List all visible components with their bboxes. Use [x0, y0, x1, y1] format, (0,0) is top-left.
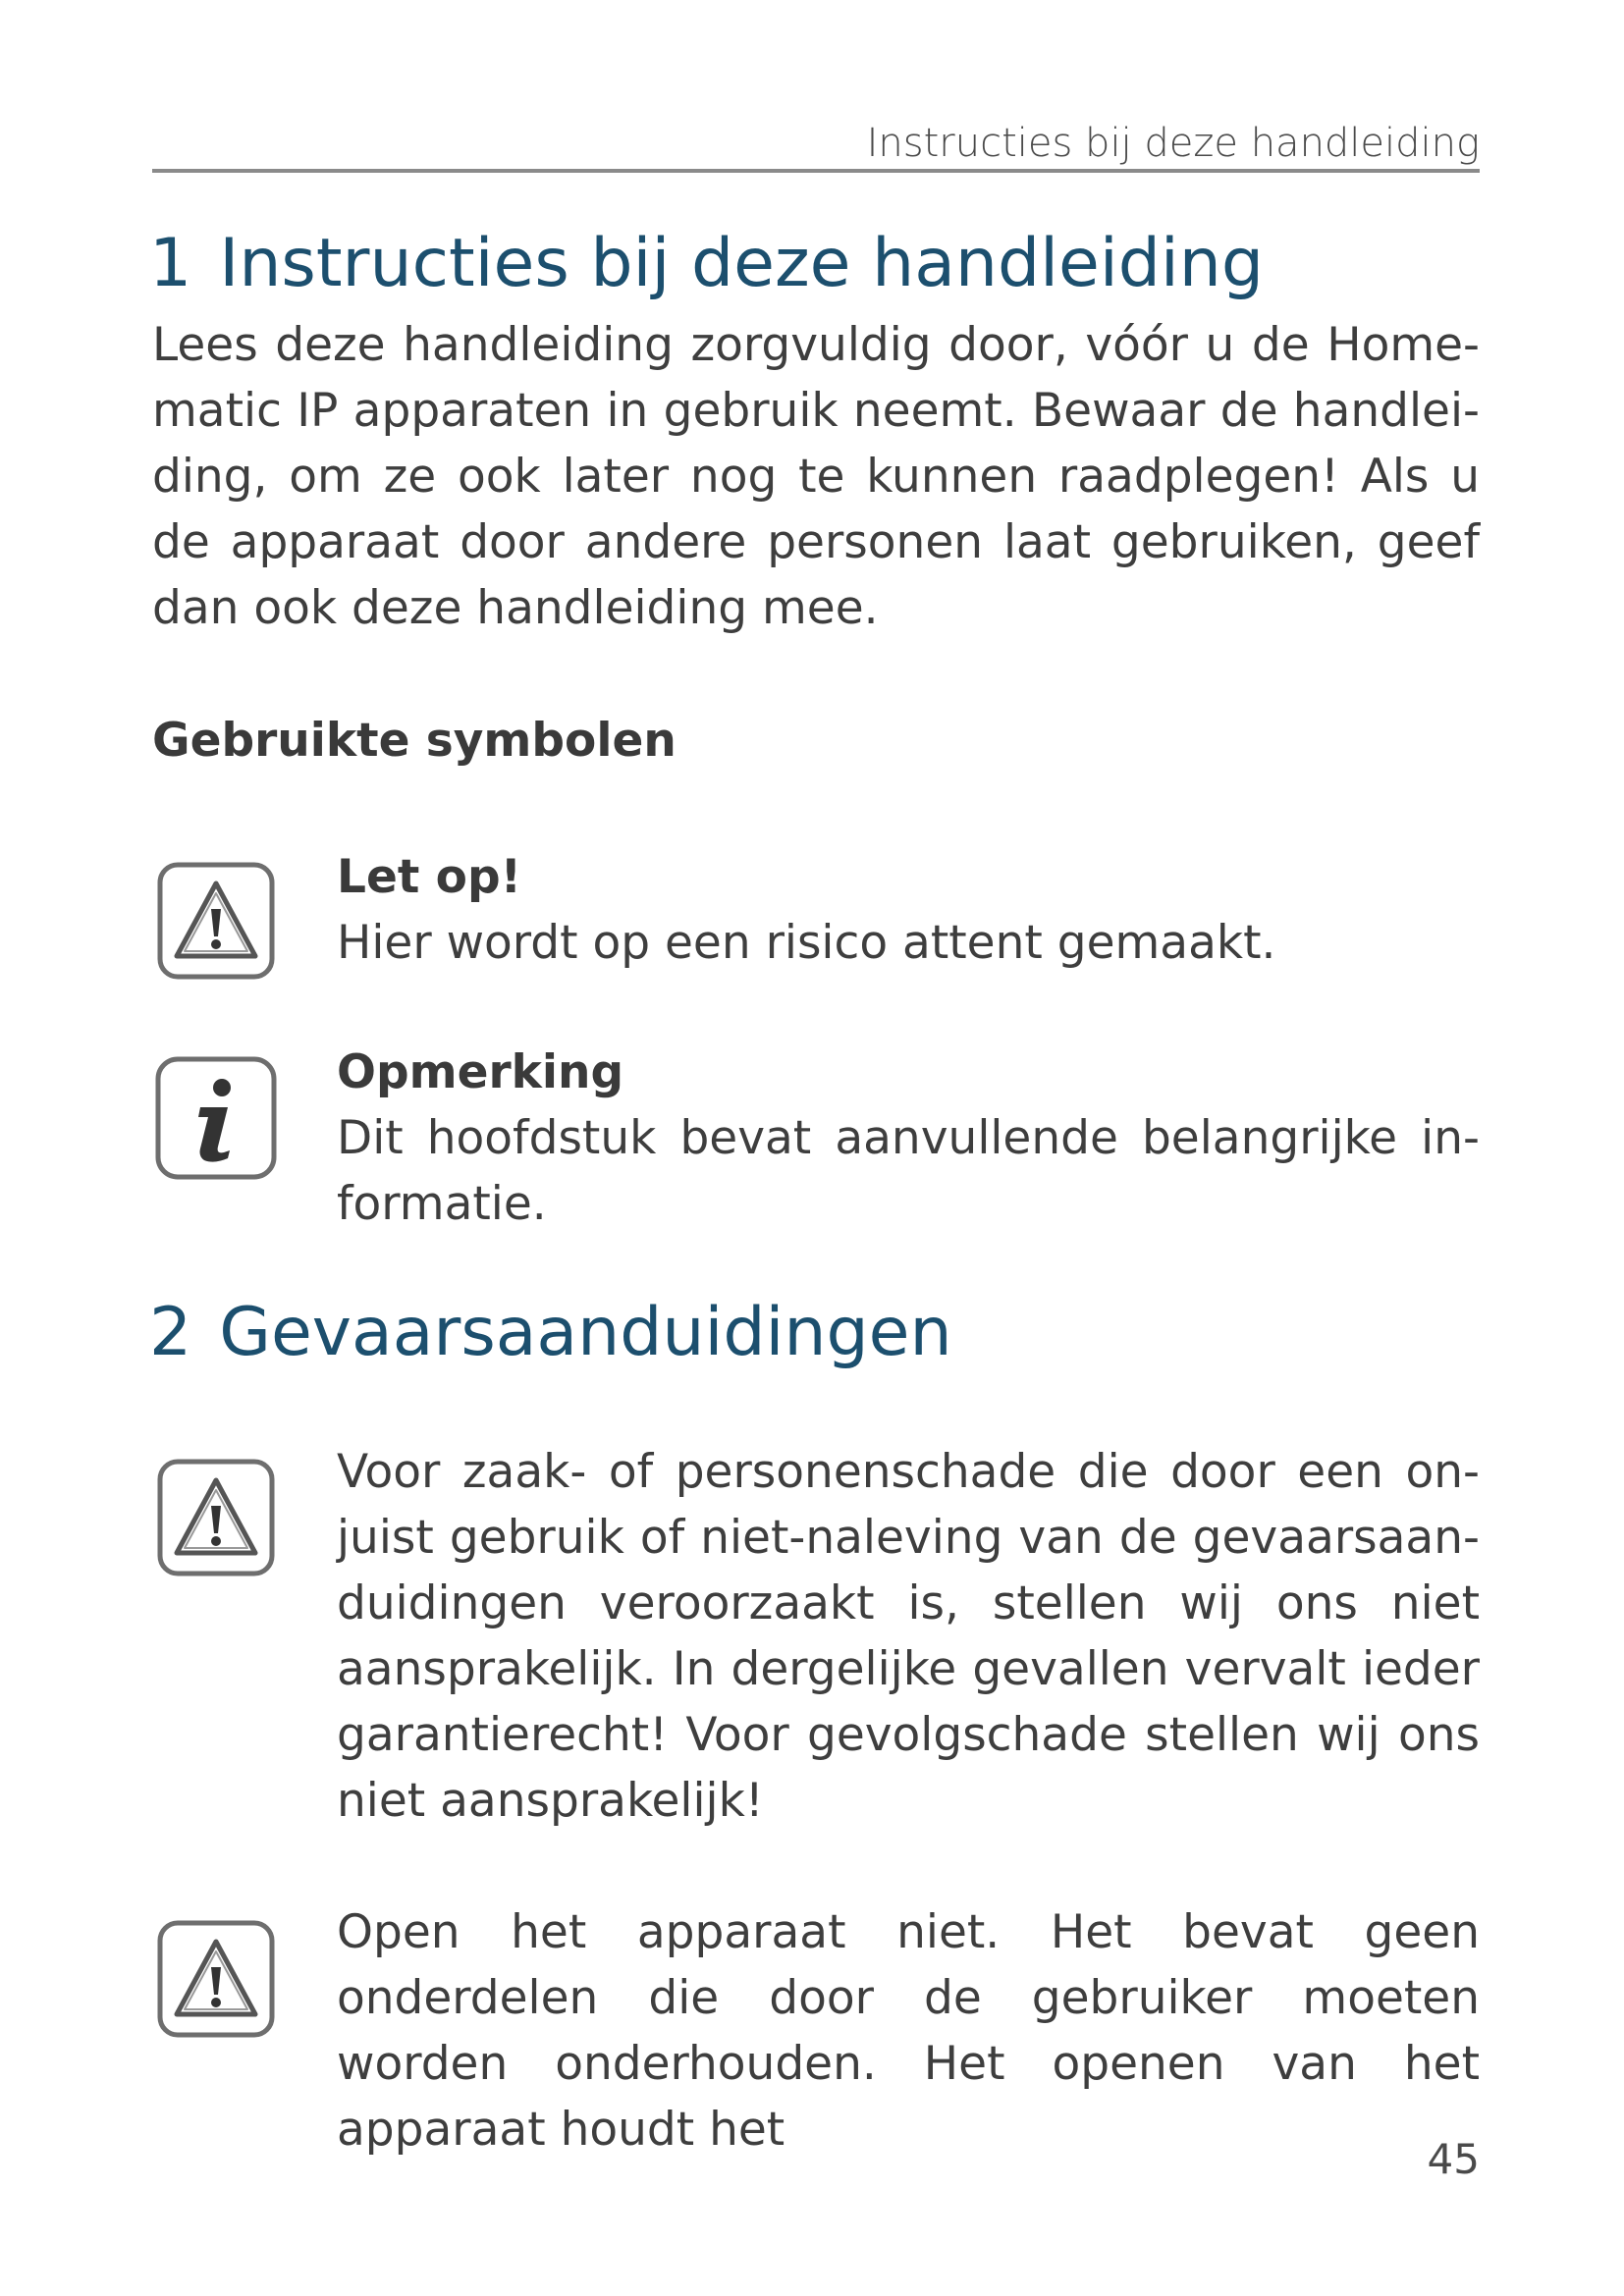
symbol-note-title: Opmerking: [337, 1045, 624, 1099]
section-1-title: Instructies bij deze handleiding: [219, 225, 1265, 302]
symbols-heading: Gebruikte symbolen: [152, 714, 677, 768]
warning-icon: [157, 1920, 275, 2038]
section-2-heading: [149, 1289, 952, 1377]
running-header: Instructies bij deze handleiding: [866, 121, 1480, 166]
hazard-paragraph: Open het apparaat niet. Het bevat geen onderdelen die door de gebruiker moeten worden onderhouden. Het openen van het apparaat houdt het: [337, 1905, 1480, 2157]
symbol-warning-text: Hier wordt op een risico attent gemaakt.: [337, 916, 1276, 970]
section-2-number: 2: [149, 1294, 192, 1371]
symbol-note-description: [337, 1040, 1480, 1237]
symbol-warning-description: [337, 844, 1480, 976]
section-2-title: Gevaarsaanduidingen: [219, 1294, 952, 1371]
hazard-paragraph: Voor zaak- of personenschade die door een onjuist gebruik of niet-naleving van de gevaarsaanduidingen veroorzaakt is, stellen wij ons niet aansprakelijk. In dergelijke gevallen vervalt ieder garantierecht! Voor gevolgschade stellen wij ons niet aansprakelijk!: [337, 1445, 1480, 1828]
section-1-number: 1: [149, 225, 192, 302]
info-icon: [155, 1056, 277, 1180]
intro-paragraph: Lees deze handleiding zorgvuldig door, vóór u de Homematic IP apparaten in gebruik neemt. Bewaar de handleiding, om ze ook later nog te kunnen raadplegen! Als u de apparaat door andere personen laat gebruiken, geef dan ook deze handleiding mee.: [152, 318, 1480, 635]
warning-icon: [157, 1459, 275, 1576]
section-1-heading: [149, 220, 1264, 308]
symbol-note-text: Dit hoofdstuk bevat aanvullende belangrijke informatie.: [337, 1111, 1480, 1231]
symbol-warning-title: Let op!: [337, 850, 522, 904]
header-rule: [152, 169, 1480, 173]
warning-icon: [157, 862, 275, 980]
page-number: 45: [1427, 2135, 1480, 2183]
